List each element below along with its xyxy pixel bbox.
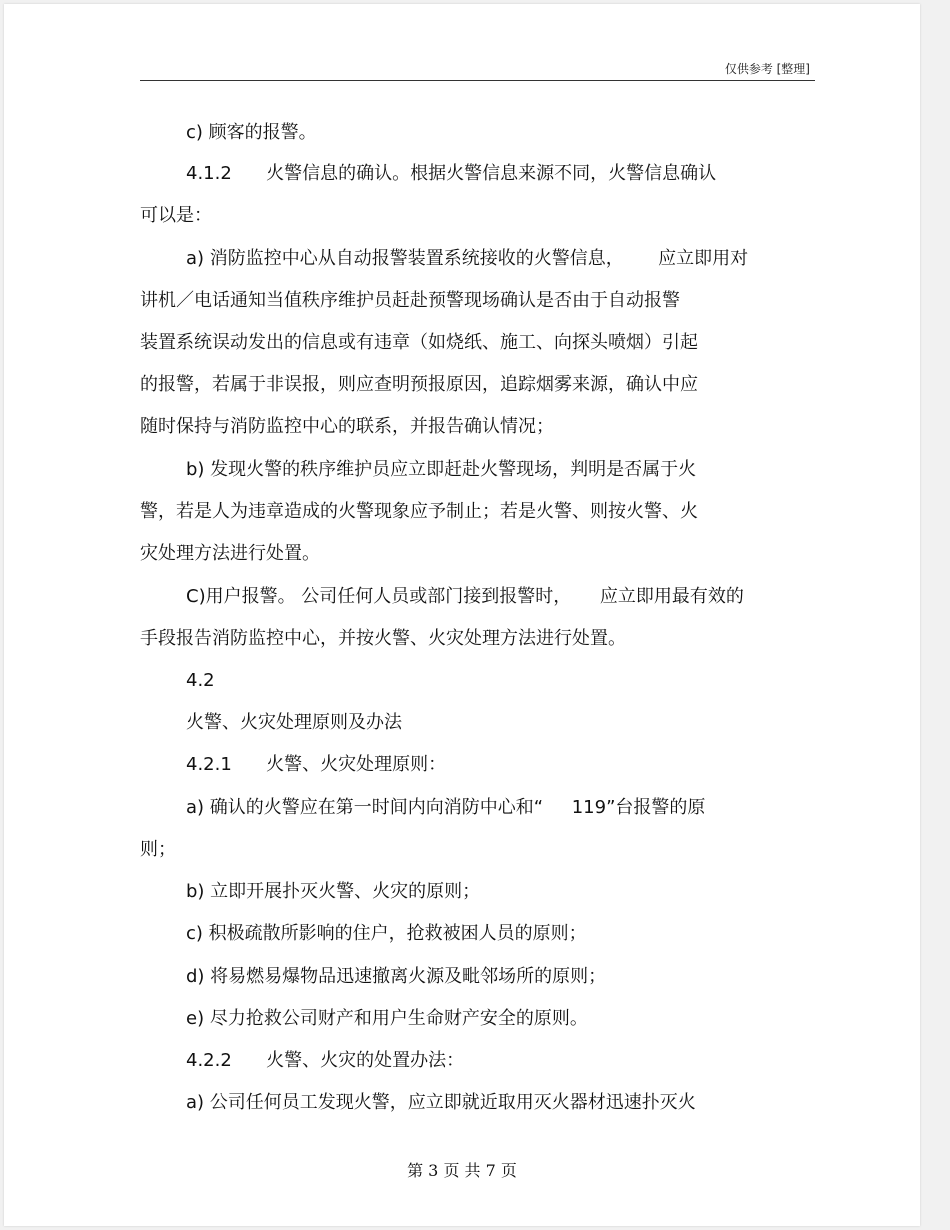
text-line: 火警、火灾处理原则及办法 xyxy=(186,712,402,733)
text-line: a) 消防监控中心从自动报警装置系统接收的火警信息， 应立即用对 xyxy=(186,248,749,269)
text-line: 则； xyxy=(140,839,176,860)
text-line: e) 尽力抢救公司财产和用户生命财产安全的原则。 xyxy=(186,1008,588,1029)
text-line: 装置系统误动发出的信息或有违章（如烧纸、施工、向探头喷烟）引起 xyxy=(140,332,698,353)
text-line: 4.2.2 火警、火灾的处置办法： xyxy=(186,1050,465,1071)
text-line: b) 发现火警的秩序维护员应立即赶赴火警现场，判明是否属于火 xyxy=(186,459,697,480)
text-line: a) 公司任何员工发现火警，应立即就近取用灭火器材迅速扑灭火 xyxy=(186,1092,696,1113)
text-line: d) 将易燃易爆物品迅速撤离火源及毗邻场所的原则； xyxy=(186,966,607,987)
text-line: C)用户报警。 公司任何人员或部门接到报警时， 应立即用最有效的 xyxy=(186,586,744,607)
text-line: c) 积极疏散所影响的住户，抢救被困人员的原则； xyxy=(186,923,587,944)
text-line: c) 顾客的报警。 xyxy=(186,122,317,143)
text-line: 4.2 xyxy=(186,670,215,691)
text-line: 灾处理方法进行处置。 xyxy=(140,543,320,564)
text-line: 随时保持与消防监控中心的联系，并报告确认情况； xyxy=(140,416,554,437)
text-line: b) 立即开展扑灭火警、火灾的原则； xyxy=(186,881,481,902)
header-divider xyxy=(140,80,815,81)
page-footer: 第 3 页 共 7 页 xyxy=(407,1161,517,1180)
text-line: a) 确认的火警应在第一时间内向消防中心和“ 119”台报警的原 xyxy=(186,797,706,818)
text-line: 4.1.2 火警信息的确认。根据火警信息来源不同，火警信息确认 xyxy=(186,163,717,184)
text-line: 手段报告消防监控中心，并按火警、火灾处理方法进行处置。 xyxy=(140,628,626,649)
text-line: 的报警，若属于非误报，则应查明预报原因，追踪烟雾来源，确认中应 xyxy=(140,374,698,395)
text-line: 4.2.1 火警、火灾处理原则： xyxy=(186,754,447,775)
page-header: 仅供参考 [整理] xyxy=(724,62,810,76)
text-line: 警，若是人为违章造成的火警现象应予制止；若是火警、则按火警、火 xyxy=(140,501,698,522)
document-page xyxy=(4,4,920,1226)
text-line: 可以是： xyxy=(140,205,212,226)
text-line: 讲机／电话通知当值秩序维护员赶赴预警现场确认是否由于自动报警 xyxy=(140,290,680,311)
